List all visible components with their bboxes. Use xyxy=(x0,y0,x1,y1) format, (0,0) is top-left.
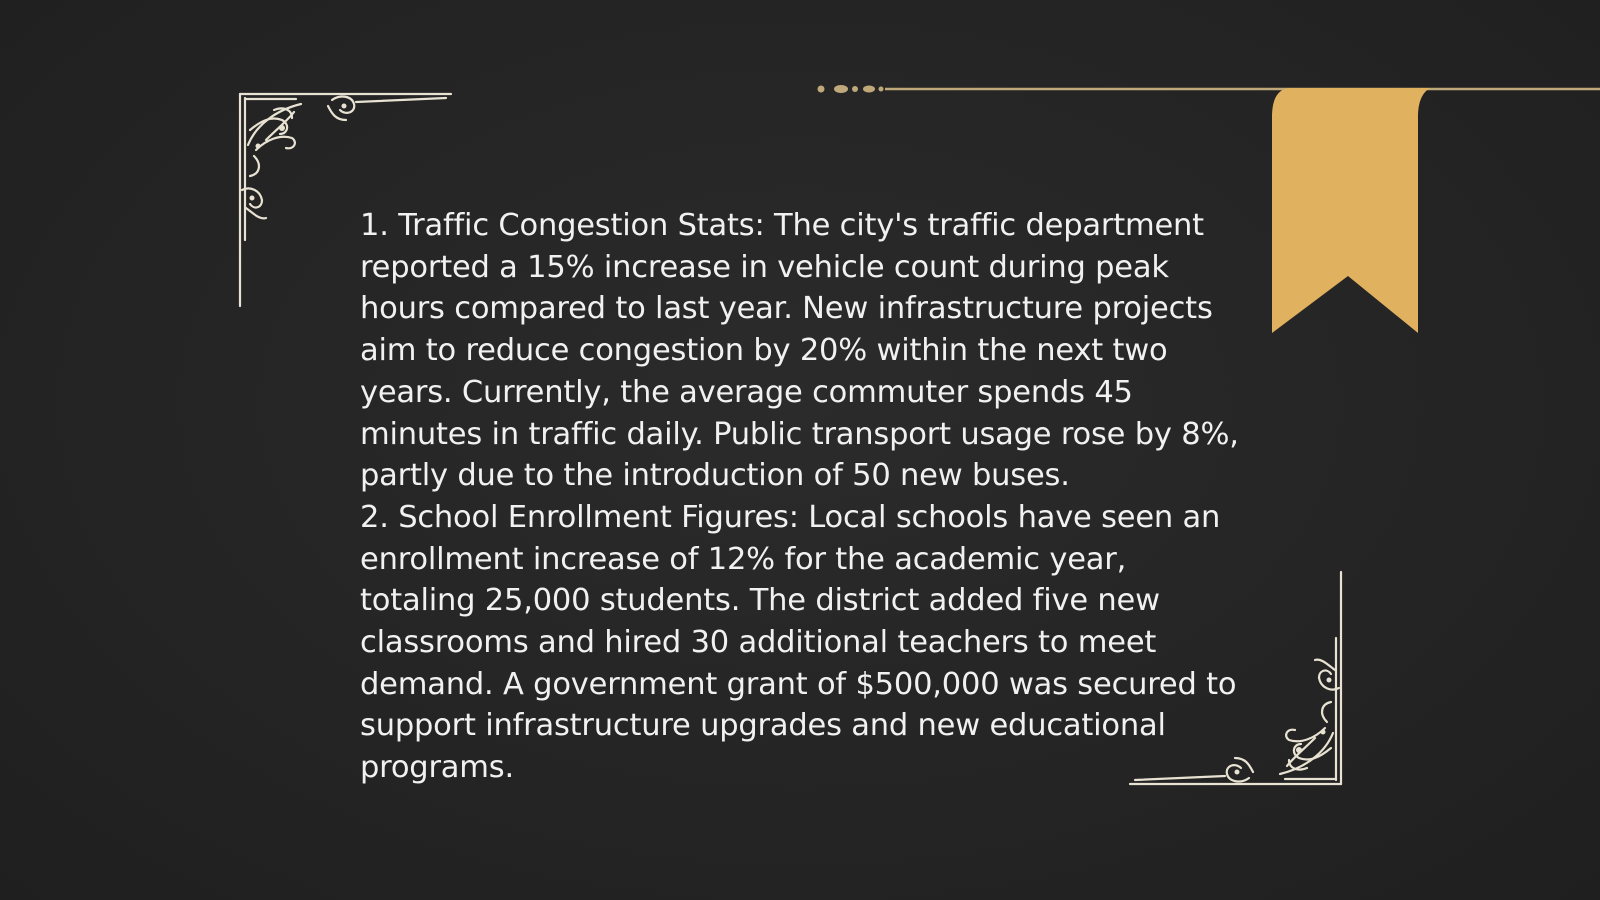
bookmark-ribbon-icon xyxy=(1270,88,1430,333)
paragraph-traffic-congestion: 1. Traffic Congestion Stats: The city's traffic department reported a 15% increase in vehicle count during peak hours compared to last year. New infrastructure projects aim to reduce congestion by 20% within the next two years. Currently, the average commuter spends 45 minutes in traffic daily. Public transport usage rose by 8%, partly due to the introduction of 50 new buses. xyxy=(360,208,1239,494)
decorative-top-rule xyxy=(815,82,1600,96)
body-text xyxy=(360,205,1240,789)
paragraph-school-enrollment: 2. School Enrollment Figures: Local schools have seen an enrollment increase of 12% for the academic year, totaling 25,000 students. The district added five new classrooms and hired 30 additional teachers to meet demand. A government grant of $500,000 was secured to support infrastructure upgrades and new educational programs. xyxy=(360,499,1237,786)
